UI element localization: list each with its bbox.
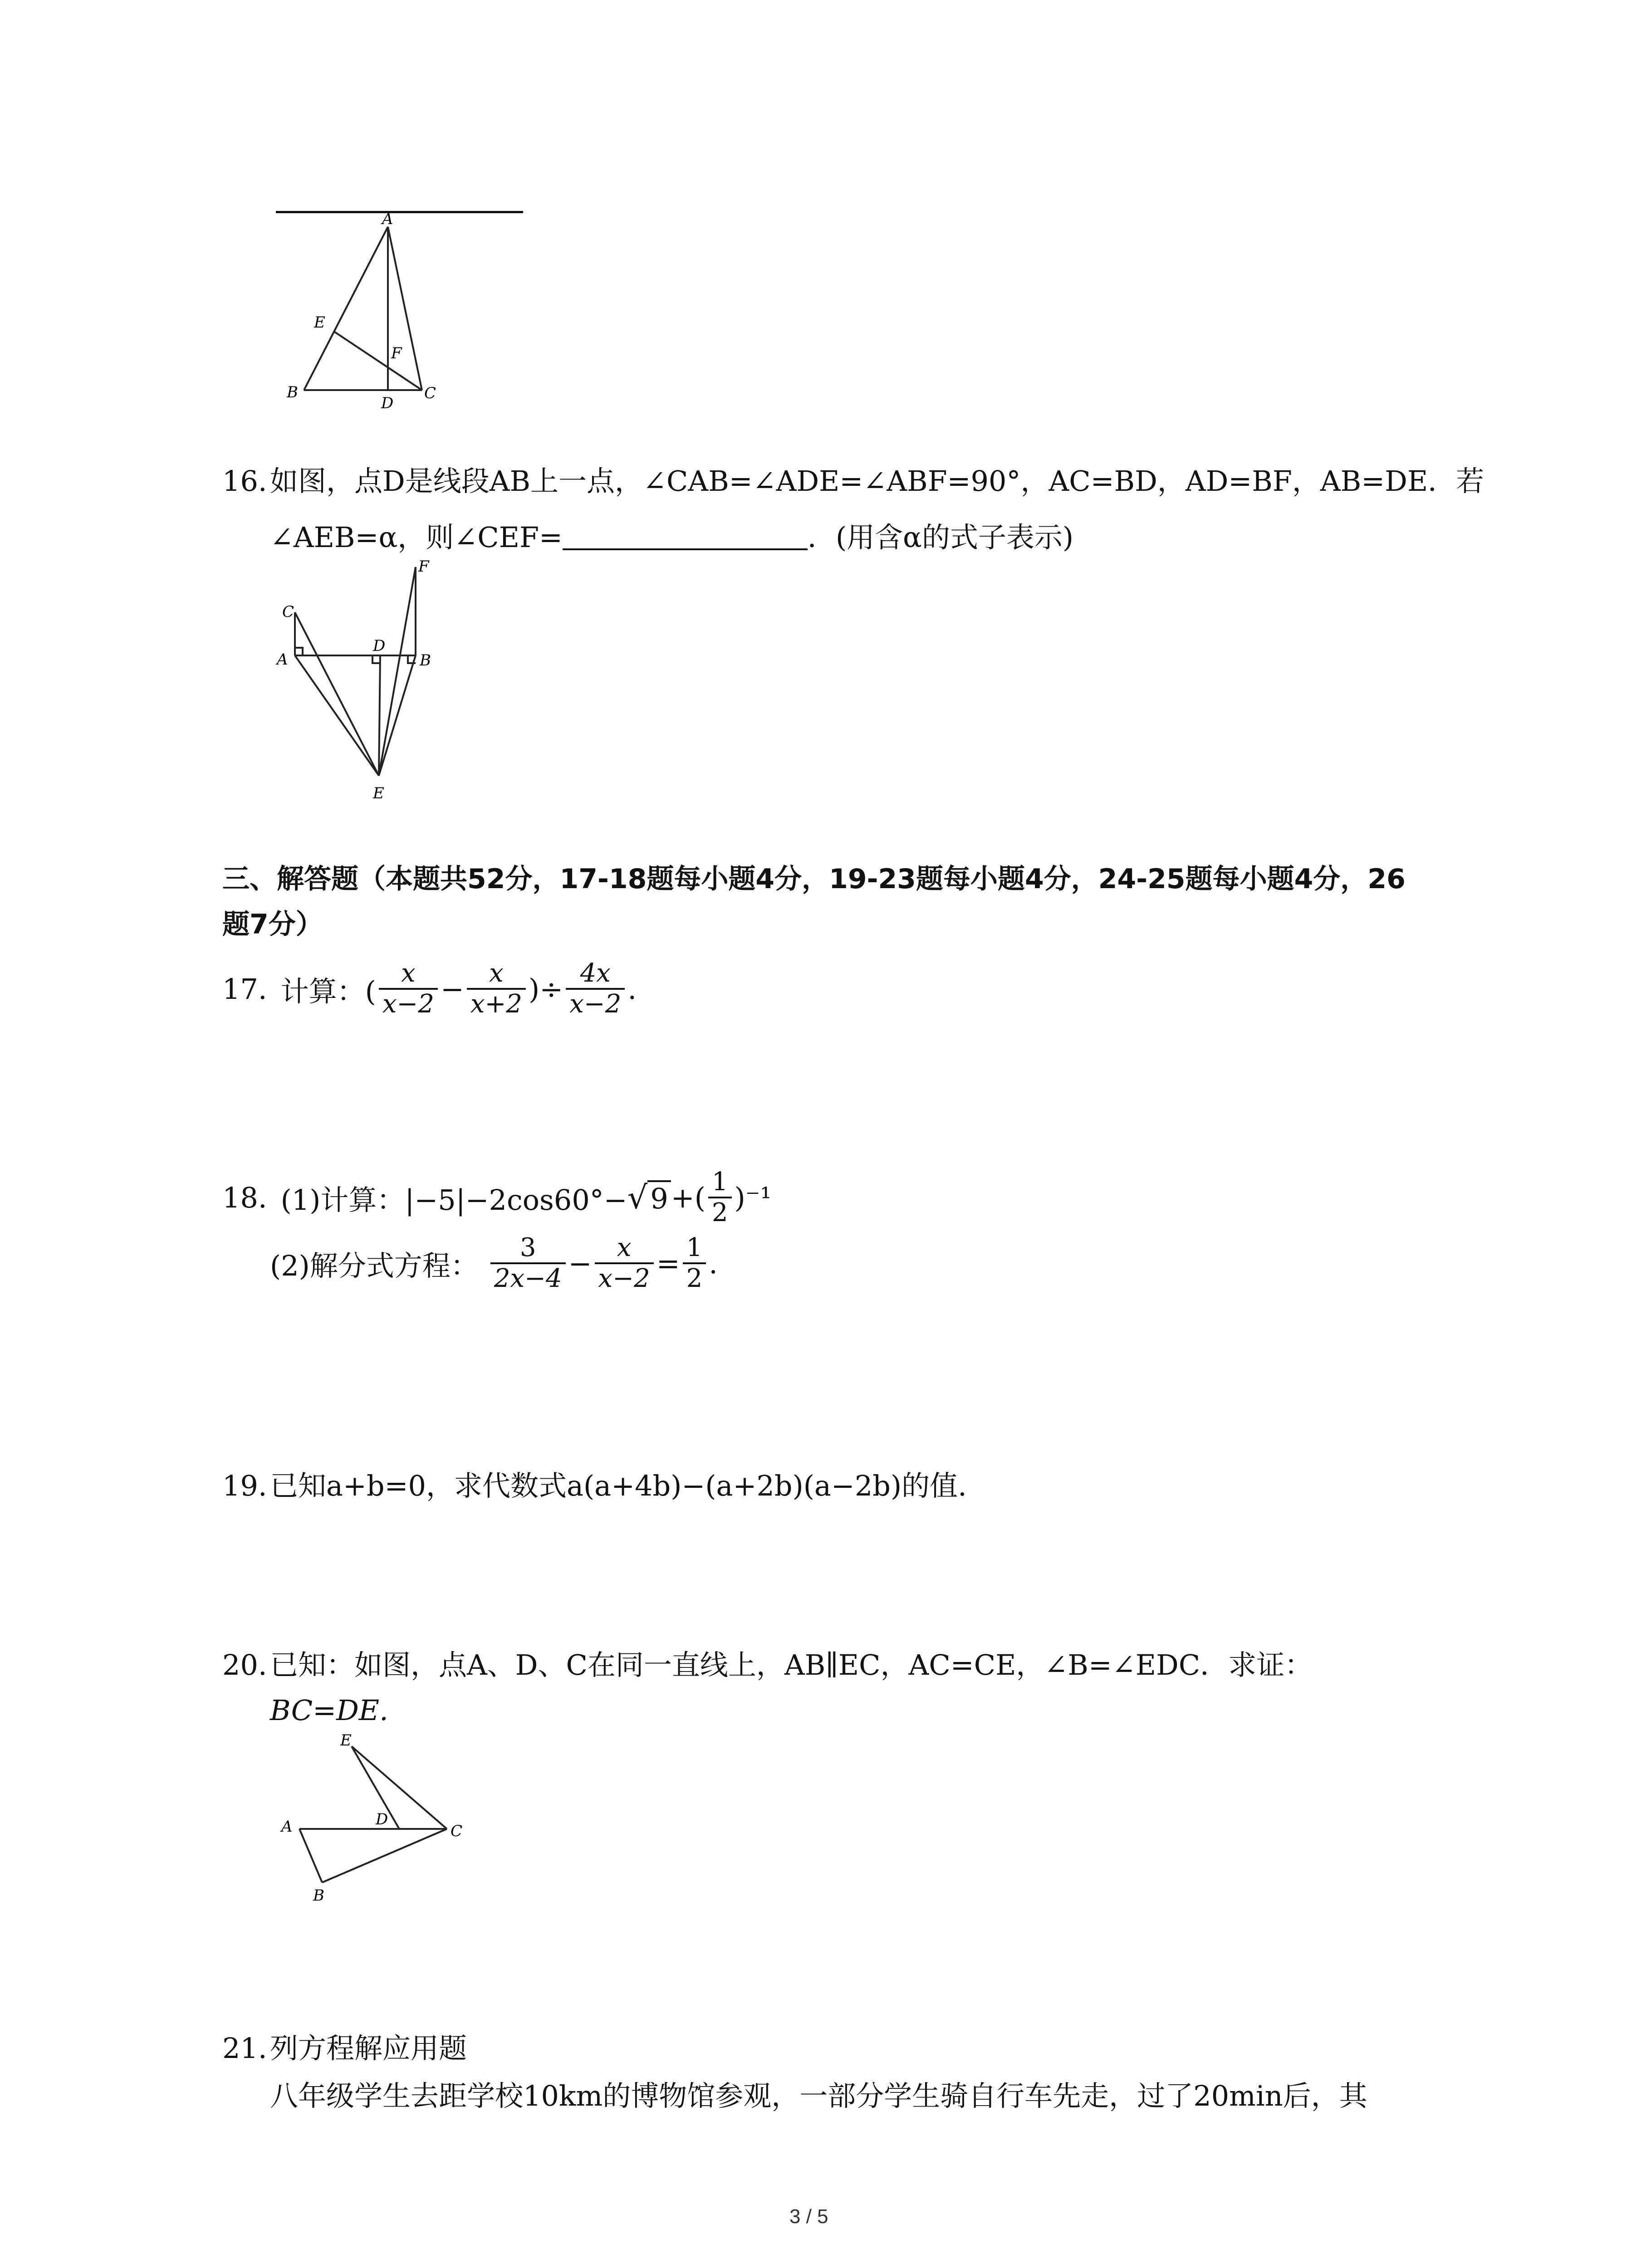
q15-label-c: C xyxy=(424,384,436,402)
q16-label-a: A xyxy=(277,650,288,669)
q16-line1: 如图，点D是线段AB上一点，∠CAB=∠ADE=∠ABF=90°，AC=BD，AD=BF，AB=DE．若 xyxy=(270,464,1484,498)
q15-figure xyxy=(254,209,463,408)
q16-line2-post: ．(用含α的式子表示) xyxy=(807,521,1074,554)
q20-label-a: A xyxy=(281,1818,293,1836)
q18-p2-f2-num: x xyxy=(595,1233,654,1264)
q15-label-d: D xyxy=(381,394,394,408)
q18-p2-fraction-2 xyxy=(595,1233,654,1294)
q16-line2-pre: ∠AEB=α，则∠CEF= xyxy=(270,521,563,554)
q18-p2-fraction-1 xyxy=(490,1233,566,1294)
q20-label-b: B xyxy=(313,1887,324,1905)
section3-title-line2: 题7分） xyxy=(222,909,323,940)
q17-f2-den: x+2 xyxy=(470,989,523,1019)
q17-fraction-3 xyxy=(566,959,625,1019)
q17-minus: − xyxy=(440,972,464,1006)
q17-f3-den: x−2 xyxy=(569,989,622,1019)
q16-label-b: B xyxy=(420,651,431,670)
q18-number: 18. xyxy=(222,1181,267,1214)
q16-answer-blank xyxy=(563,520,808,550)
q17-fraction-2 xyxy=(467,959,526,1019)
q20-figure xyxy=(272,1733,481,1919)
q16-number: 16. xyxy=(222,464,267,498)
q18-p1-plus: +( xyxy=(671,1181,705,1214)
q17-number: 17. xyxy=(222,972,267,1006)
q18-p1-fraction xyxy=(708,1168,732,1228)
q18-p2-f3-num: 1 xyxy=(683,1233,706,1264)
q17-fraction-1 xyxy=(379,959,438,1019)
q16-label-d: D xyxy=(373,637,386,655)
q18-p1-f-den: 2 xyxy=(711,1198,728,1227)
q18-p2-fraction-3 xyxy=(683,1233,706,1294)
q18-p2-prefix: (2)解分式方程： xyxy=(270,1249,479,1282)
q21-line1: 列方程解应用题 xyxy=(270,2032,467,2065)
q19-number: 19. xyxy=(222,1469,267,1502)
q21-number: 21. xyxy=(222,2032,267,2065)
q21-line2: 八年级学生去距学校10km的博物馆参观，一部分学生骑自行车先走，过了20min后，其 xyxy=(270,2079,1367,2112)
q16-label-c: C xyxy=(282,603,294,621)
q17-f3-num: 4x xyxy=(566,959,625,990)
q18-p1-prefix: (1)计算：|−5|−2cos60°− xyxy=(280,1183,627,1217)
q19-text: 已知a+b=0，求代数式a(a+4b)−(a+2b)(a−2b)的值. xyxy=(270,1469,967,1502)
section3-title-line1: 三、解答题（本题共52分，17-18题每小题4分，19-23题每小题4分，24-25题每小题4分，26 xyxy=(222,863,1406,895)
q20-line2: BC=DE. xyxy=(270,1694,388,1727)
page-number: 3 / 5 xyxy=(789,2205,828,2228)
q20-number: 20. xyxy=(222,1648,267,1681)
q20-label-e: E xyxy=(340,1733,352,1750)
q15-label-e: E xyxy=(314,313,325,332)
q20-label-c: C xyxy=(451,1822,463,1840)
q18-part1 xyxy=(222,1163,771,1232)
q17-f1-den: x−2 xyxy=(382,989,434,1019)
q16-line2 xyxy=(270,515,1073,555)
q18-p1-sqrt: 9 xyxy=(647,1180,671,1215)
q18-sqrt-symbol: √ xyxy=(627,1179,648,1216)
q17-prefix: 计算：( xyxy=(280,974,376,1008)
q17-div: )÷ xyxy=(529,972,563,1006)
q18-p1-pow: )⁻¹ xyxy=(734,1181,772,1214)
q16-label-e: E xyxy=(373,784,384,802)
q18-p2-f1-num: 3 xyxy=(490,1233,566,1264)
q18-p1-f-num: 1 xyxy=(708,1168,732,1198)
q18-p2-f3-den: 2 xyxy=(686,1264,703,1293)
q18-p2-f2-den: x−2 xyxy=(598,1264,650,1293)
q18-p2-minus: − xyxy=(568,1246,592,1280)
q18-p2-end: . xyxy=(709,1246,718,1280)
q20-line1: 已知：如图，点A、D、C在同一直线上，AB∥EC，AC=CE，∠B=∠EDC．求证： xyxy=(270,1648,1313,1681)
q16-figure xyxy=(272,558,454,812)
q15-label-a: A xyxy=(382,210,393,228)
q18-part2 xyxy=(270,1225,718,1302)
q15-label-f: F xyxy=(391,344,402,362)
q16-label-f: F xyxy=(418,558,429,576)
q17-f2-num: x xyxy=(467,959,526,990)
q15-label-b: B xyxy=(287,383,298,401)
q20-label-d: D xyxy=(376,1810,388,1828)
q17 xyxy=(222,946,637,1032)
q17-f1-num: x xyxy=(379,959,438,990)
q18-p2-f1-den: 2x−4 xyxy=(494,1264,562,1293)
q17-end: . xyxy=(627,972,637,1006)
q18-p2-eq: = xyxy=(656,1246,680,1280)
